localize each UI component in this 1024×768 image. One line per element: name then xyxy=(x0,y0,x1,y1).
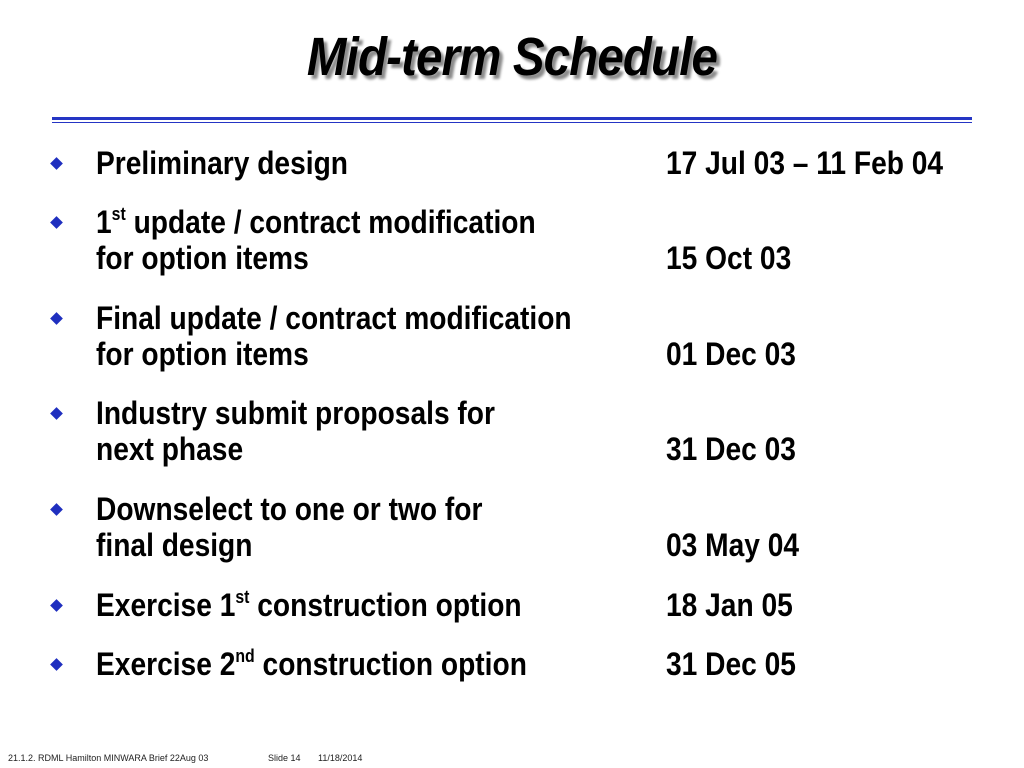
schedule-item-date: 01 Dec 03 xyxy=(666,336,796,372)
slide-title: Mid-term Schedule xyxy=(306,27,718,87)
schedule-item-date: 31 Dec 05 xyxy=(666,646,796,682)
schedule-item-label: 1st update / contract modification xyxy=(96,204,536,240)
diamond-bullet-icon xyxy=(50,503,63,516)
schedule-item-label-line2: for option items xyxy=(96,240,309,276)
schedule-item-date: 03 May 04 xyxy=(666,527,800,563)
footer-date: 11/18/2014 xyxy=(318,753,363,763)
diamond-bullet-icon xyxy=(50,407,63,420)
diamond-bullet-icon xyxy=(50,312,63,325)
diamond-bullet-icon xyxy=(50,599,63,612)
schedule-item-date: 18 Jan 05 xyxy=(666,587,793,623)
schedule-item-label: Exercise 1st construction option xyxy=(96,587,522,623)
schedule-item-label: Preliminary design xyxy=(96,145,348,181)
schedule-item-date: 31 Dec 03 xyxy=(666,431,796,467)
schedule-item-label: Final update / contract modification xyxy=(96,300,572,336)
diamond-bullet-icon xyxy=(50,157,63,170)
schedule-item-date: 17 Jul 03 – 11 Feb 04 xyxy=(666,145,944,181)
footer-slide-number: Slide 14 xyxy=(268,753,301,763)
schedule-item-label: Industry submit proposals for xyxy=(96,395,495,431)
diamond-bullet-icon xyxy=(50,658,63,671)
schedule-item-label-line2: final design xyxy=(96,527,253,563)
diamond-bullet-icon xyxy=(50,216,63,229)
schedule-item-label: Downselect to one or two for xyxy=(96,491,483,527)
schedule-item-date: 15 Oct 03 xyxy=(666,240,792,276)
footer-source: 21.1.2. RDML Hamilton MINWARA Brief 22Aug 03 xyxy=(8,753,209,763)
schedule-item-label-line2: for option items xyxy=(96,336,309,372)
schedule-item-label: Exercise 2nd construction option xyxy=(96,646,527,682)
schedule-item-label-line2: next phase xyxy=(96,431,244,467)
